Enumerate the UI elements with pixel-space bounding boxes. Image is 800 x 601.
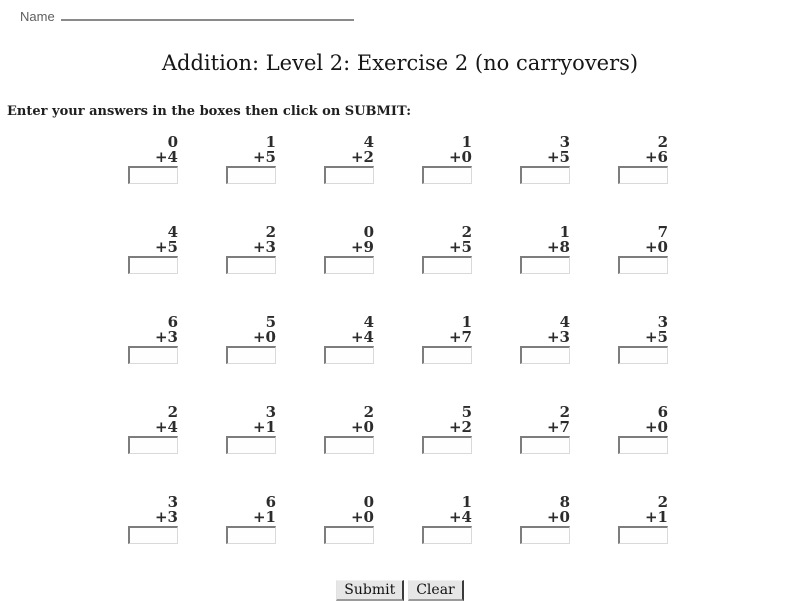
addition-problem (422, 405, 472, 454)
addend-bottom: +0 (644, 238, 668, 256)
addend-top: 8 (559, 493, 570, 511)
answer-input[interactable] (422, 526, 472, 544)
addition-problem (618, 135, 668, 184)
addend-top: 5 (265, 313, 276, 331)
addend-top: 2 (363, 403, 374, 421)
problem-cell (178, 315, 276, 405)
addend-bottom: +1 (644, 508, 668, 526)
answer-input[interactable] (324, 256, 374, 274)
addend-top: 4 (363, 313, 374, 331)
problem-cell (276, 135, 374, 225)
problem-cell (570, 495, 668, 585)
addition-problem (422, 135, 472, 184)
addition-problem (324, 405, 374, 454)
addend-top: 2 (657, 133, 668, 151)
addend-bottom: +2 (350, 148, 374, 166)
problem-cell (80, 225, 178, 315)
answer-input[interactable] (422, 166, 472, 184)
addend-top: 3 (167, 493, 178, 511)
addition-problem (226, 495, 276, 544)
problem-cell (570, 315, 668, 405)
answer-input[interactable] (422, 346, 472, 364)
problem-cell (276, 315, 374, 405)
addition-problem (324, 225, 374, 274)
answer-input[interactable] (226, 166, 276, 184)
answer-input[interactable] (226, 436, 276, 454)
problem-cell (374, 135, 472, 225)
addend-top: 2 (559, 403, 570, 421)
answer-input[interactable] (128, 256, 178, 274)
addition-problem (520, 405, 570, 454)
answer-input[interactable] (618, 346, 668, 364)
answer-input[interactable] (226, 526, 276, 544)
addition-problem (618, 495, 668, 544)
addend-bottom: +1 (252, 418, 276, 436)
addend-top: 1 (559, 223, 570, 241)
addition-problem (128, 495, 178, 544)
problem-cell (178, 495, 276, 585)
problem-cell (472, 495, 570, 585)
addend-top: 2 (265, 223, 276, 241)
problem-cell (80, 135, 178, 225)
addition-problem (324, 495, 374, 544)
addend-top: 7 (657, 223, 668, 241)
problem-cell (80, 405, 178, 495)
addend-bottom: +4 (350, 328, 374, 346)
addend-bottom: +6 (644, 148, 668, 166)
problem-cell (472, 405, 570, 495)
submit-button[interactable]: Submit (336, 580, 404, 601)
addition-problem (128, 405, 178, 454)
addition-problem (226, 405, 276, 454)
addend-bottom: +0 (546, 508, 570, 526)
answer-input[interactable] (520, 436, 570, 454)
addend-top: 3 (265, 403, 276, 421)
addition-problem (520, 135, 570, 184)
addend-top: 2 (167, 403, 178, 421)
addend-top: 4 (167, 223, 178, 241)
answer-input[interactable] (520, 346, 570, 364)
addend-bottom: +5 (154, 238, 178, 256)
addend-top: 1 (461, 133, 472, 151)
addend-top: 3 (657, 313, 668, 331)
addition-problem (324, 315, 374, 364)
answer-input[interactable] (128, 346, 178, 364)
addend-top: 4 (559, 313, 570, 331)
name-label: Name (20, 9, 55, 24)
addend-top: 1 (265, 133, 276, 151)
problem-cell (472, 135, 570, 225)
addend-bottom: +5 (644, 328, 668, 346)
problem-cell (276, 405, 374, 495)
answer-input[interactable] (422, 436, 472, 454)
addition-problem (422, 495, 472, 544)
answer-input[interactable] (128, 166, 178, 184)
addend-bottom: +3 (154, 328, 178, 346)
answer-input[interactable] (324, 346, 374, 364)
addition-problem (520, 225, 570, 274)
addend-bottom: +0 (252, 328, 276, 346)
addend-top: 1 (461, 313, 472, 331)
addition-problem (226, 225, 276, 274)
addend-bottom: +7 (448, 328, 472, 346)
name-blank-line (61, 8, 354, 21)
addend-bottom: +3 (154, 508, 178, 526)
addend-top: 6 (265, 493, 276, 511)
button-row (0, 579, 800, 601)
addend-bottom: +5 (546, 148, 570, 166)
answer-input[interactable] (226, 346, 276, 364)
addition-problem (226, 135, 276, 184)
addend-bottom: +4 (448, 508, 472, 526)
addition-problem (520, 315, 570, 364)
addend-top: 6 (167, 313, 178, 331)
problem-cell (80, 315, 178, 405)
addend-bottom: +8 (546, 238, 570, 256)
problem-cell (276, 225, 374, 315)
problem-cell (178, 405, 276, 495)
addend-top: 2 (657, 493, 668, 511)
addend-bottom: +0 (644, 418, 668, 436)
addend-bottom: +0 (350, 418, 374, 436)
problem-cell (178, 225, 276, 315)
addition-problem (618, 225, 668, 274)
problem-cell (276, 495, 374, 585)
addend-bottom: +4 (154, 148, 178, 166)
addition-problem (520, 495, 570, 544)
addend-bottom: +4 (154, 418, 178, 436)
addition-problem (422, 225, 472, 274)
problem-cell (570, 225, 668, 315)
addend-top: 6 (657, 403, 668, 421)
problem-cell (80, 495, 178, 585)
addend-bottom: +1 (252, 508, 276, 526)
problem-cell (178, 135, 276, 225)
answer-input[interactable] (618, 166, 668, 184)
addend-bottom: +0 (448, 148, 472, 166)
addition-problem (618, 315, 668, 364)
page-title: Addition: Level 2: Exercise 2 (no carryovers) (161, 51, 639, 75)
addend-top: 4 (363, 133, 374, 151)
addition-problem (128, 315, 178, 364)
instructions-text: Enter your answers in the boxes then click on SUBMIT: (7, 104, 411, 119)
problem-cell (374, 495, 472, 585)
addend-top: 0 (167, 133, 178, 151)
addend-bottom: +2 (448, 418, 472, 436)
addition-problem (226, 315, 276, 364)
addend-top: 0 (363, 493, 374, 511)
addition-problem (324, 135, 374, 184)
addition-problem (422, 315, 472, 364)
addend-bottom: +3 (546, 328, 570, 346)
problem-cell (570, 405, 668, 495)
addend-top: 3 (559, 133, 570, 151)
answer-input[interactable] (422, 256, 472, 274)
addend-bottom: +0 (350, 508, 374, 526)
answer-input[interactable] (226, 256, 276, 274)
addend-bottom: +5 (252, 148, 276, 166)
answer-input[interactable] (520, 256, 570, 274)
problems-grid (80, 135, 668, 585)
clear-button[interactable]: Clear (408, 580, 464, 601)
addend-bottom: +9 (350, 238, 374, 256)
answer-input[interactable] (128, 526, 178, 544)
addend-bottom: +7 (546, 418, 570, 436)
answer-input[interactable] (128, 436, 178, 454)
problem-cell (472, 315, 570, 405)
addend-bottom: +3 (252, 238, 276, 256)
addition-problem (128, 225, 178, 274)
addend-top: 5 (461, 403, 472, 421)
addend-top: 0 (363, 223, 374, 241)
addend-top: 1 (461, 493, 472, 511)
answer-input[interactable] (618, 256, 668, 274)
answer-input[interactable] (618, 436, 668, 454)
problem-cell (374, 315, 472, 405)
problem-cell (570, 135, 668, 225)
problem-cell (374, 225, 472, 315)
problem-cell (472, 225, 570, 315)
addend-bottom: +5 (448, 238, 472, 256)
answer-input[interactable] (324, 166, 374, 184)
answer-input[interactable] (520, 166, 570, 184)
answer-input[interactable] (324, 436, 374, 454)
addend-top: 2 (461, 223, 472, 241)
addition-problem (128, 135, 178, 184)
answer-input[interactable] (324, 526, 374, 544)
answer-input[interactable] (618, 526, 668, 544)
name-row (20, 8, 354, 24)
answer-input[interactable] (520, 526, 570, 544)
problem-cell (374, 405, 472, 495)
addition-problem (618, 405, 668, 454)
